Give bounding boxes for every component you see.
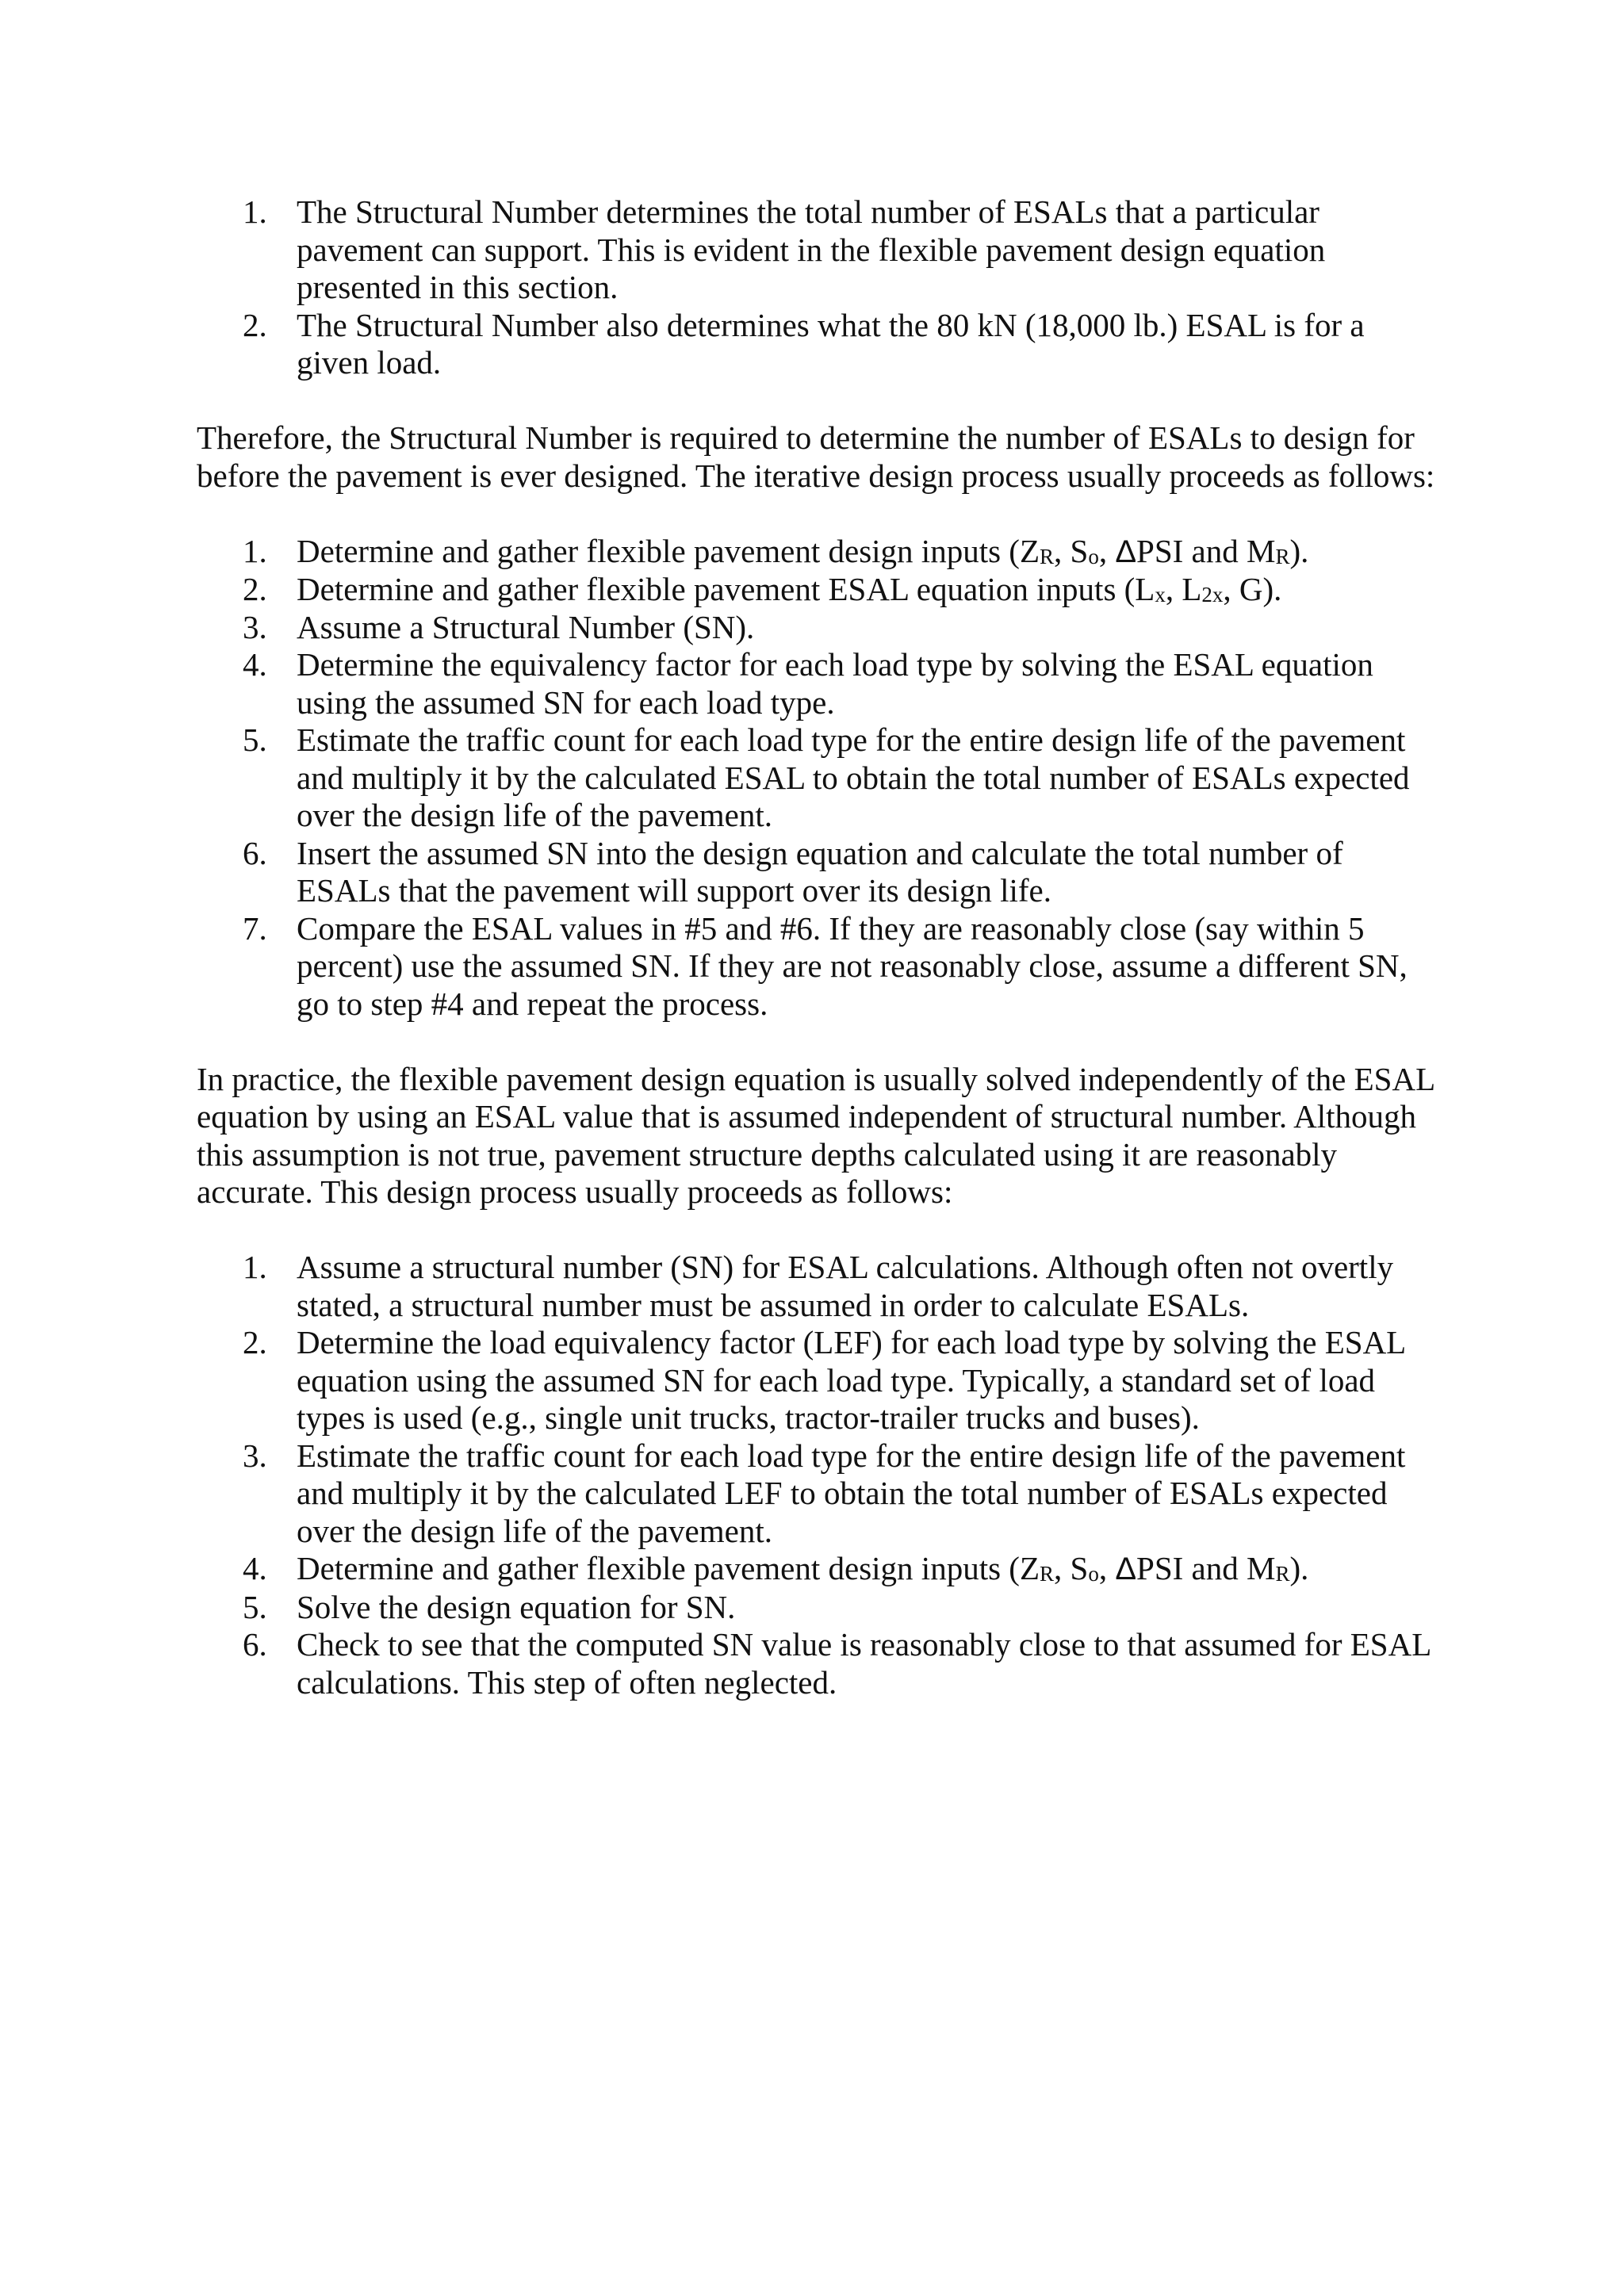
list-number: 4.: [243, 646, 267, 683]
list-item: [197, 646, 1442, 721]
list-item: [197, 910, 1442, 1024]
iterative-steps-list: [197, 533, 1442, 1024]
list-number: 6.: [243, 834, 267, 871]
list-item-text: Check to see that the computed SN value is reasonably close to that assumed for ESAL calculations. This step of often neglected.: [297, 1626, 1431, 1701]
list-item: [197, 1550, 1442, 1589]
list-item-text: Determine and gather flexible pavement ESAL equation inputs ($L_x$, $L_{2x}$, G).: [297, 571, 1282, 607]
list-number: 1.: [243, 1249, 267, 1285]
paragraph-spacer: [197, 1023, 1442, 1061]
list-item: [197, 307, 1442, 382]
list-item: [197, 1626, 1442, 1701]
list-item-text: Insert the assumed SN into the design equation and calculate the total number of ESALs that the pavement will support over its design life.: [297, 834, 1343, 909]
list-number: 5.: [243, 721, 267, 758]
list-item: [197, 1437, 1442, 1551]
list-item-text: Determine the equivalency factor for each load type by solving the ESAL equation using the assumed SN for each load type.: [297, 646, 1373, 721]
list-number: 5.: [243, 1588, 267, 1625]
list-item-text: The Structural Number also determines what the 80 kN (18,000 lb.) ESAL is for a given load.: [297, 306, 1365, 381]
list-item-text: Determine and gather flexible pavement design inputs ($Z_R$, $S_o$, ΔPSI and $M_R$).: [297, 1550, 1309, 1586]
list-item: [197, 533, 1442, 572]
list-item-text: The Structural Number determines the total number of ESALs that a particular pavement can support. This is evident in the flexible pavement design equation presented in this section.: [297, 193, 1326, 305]
paragraph-spacer: [197, 1211, 1442, 1249]
list-number: 3.: [243, 608, 267, 645]
delta-symbol: Δ: [1115, 534, 1137, 569]
list-number: 7.: [243, 909, 267, 947]
list-number: 1.: [243, 193, 267, 230]
list-item: [197, 835, 1442, 910]
paragraph-spacer: [197, 495, 1442, 533]
list-item-text: Determine the load equivalency factor (LEF) for each load type by solving the ESAL equation using the assumed SN for each load type. Typically, a standard set of load types is used (e.g., single unit trucks, tractor-trailer trucks and buses).: [297, 1324, 1405, 1436]
list-number: 2.: [243, 1324, 267, 1360]
list-number: 4.: [243, 1550, 267, 1586]
list-item-text: Assume a structural number (SN) for ESAL calculations. Although often not overtly stated, a structural number must be assumed in order to calculate ESALs.: [297, 1249, 1394, 1323]
delta-symbol: Δ: [1115, 1552, 1137, 1586]
list-item-text: Estimate the traffic count for each load type for the entire design life of the pavement and multiply it by the calculated ESAL to obtain the total number of ESALs expected over the design life of the pavement.: [297, 721, 1410, 833]
list-item-text: Compare the ESAL values in #5 and #6. If they are reasonably close (say within 5 percent) use the assumed SN. If they are not reasonably close, assume a different SN, go to step #4 and repeat the process.: [297, 909, 1408, 1022]
list-item-text: Determine and gather flexible pavement design inputs ($Z_R$, $S_o$, ΔPSI and $M_R$).: [297, 532, 1309, 569]
list-item: [197, 1249, 1442, 1324]
list-item-text: Solve the design equation for SN.: [297, 1588, 736, 1625]
paragraph-iterative-intro: Therefore, the Structural Number is required to determine the number of ESALs to design for before the pavement is ever designed. The iterative design process usually proceeds as follows:: [197, 419, 1435, 494]
list-number: 1.: [243, 532, 267, 569]
list-item: [197, 1324, 1442, 1437]
list-number: 2.: [243, 306, 267, 343]
list-item: [197, 721, 1442, 835]
list-item-text: Assume a Structural Number (SN).: [297, 608, 755, 645]
list-item: [197, 571, 1442, 609]
list-item-text: Estimate the traffic count for each load type for the entire design life of the pavement and multiply it by the calculated LEF to obtain the total number of ESALs expected over the design life of the pavement.: [297, 1437, 1406, 1549]
paragraph-practice-intro: In practice, the flexible pavement design equation is usually solved independently of the ESAL equation by using an ESAL value that is assumed independent of structural number. Although this assumption is not true, pavement structure depths calculated using it are reasonably accurate. This design process usually proceeds as follows:: [197, 1060, 1434, 1210]
list-item: [197, 609, 1442, 647]
list-number: 6.: [243, 1626, 267, 1663]
document-page: [197, 193, 1442, 1701]
practice-steps-list: [197, 1249, 1442, 1701]
list-number: 2.: [243, 571, 267, 607]
sn-facts-list: [197, 193, 1442, 382]
list-item: [197, 1589, 1442, 1627]
paragraph-spacer: [197, 382, 1442, 420]
list-number: 3.: [243, 1437, 267, 1474]
list-item: [197, 193, 1442, 307]
